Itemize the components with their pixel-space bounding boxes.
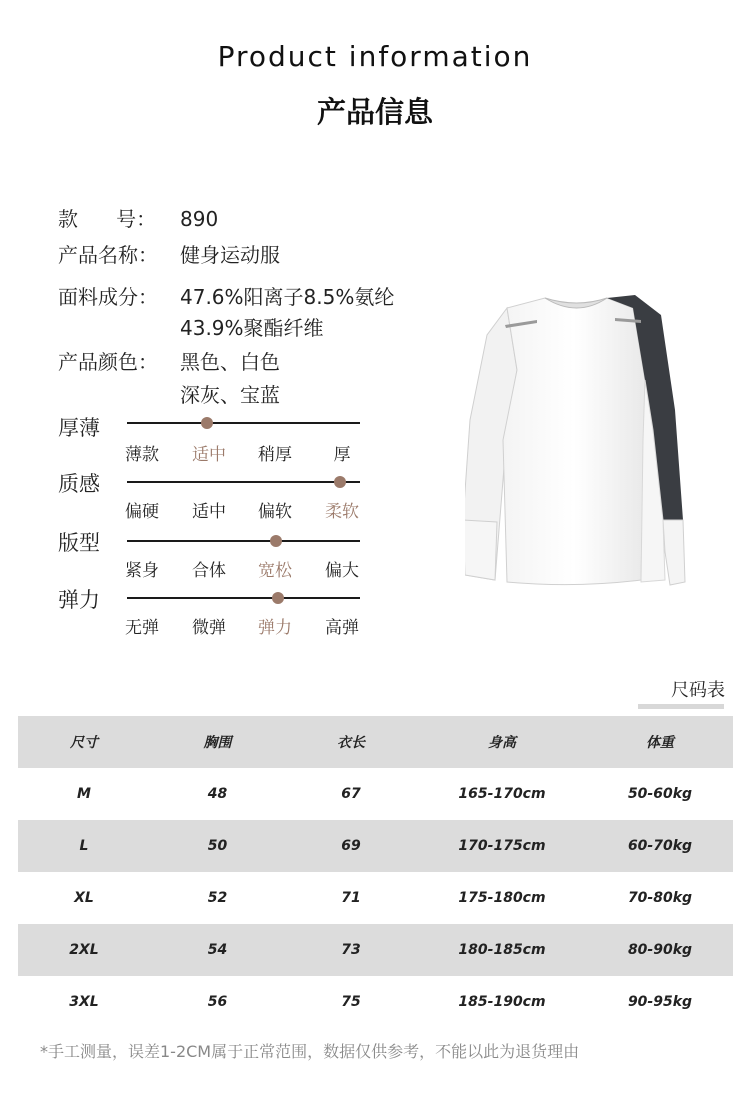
page-title-en: Product information xyxy=(217,40,533,73)
table-cell: 73 xyxy=(341,942,361,958)
fabric-value-2: 43.9%聚酯纤维 xyxy=(180,316,324,340)
scale-fit-option: 宽松 xyxy=(258,561,292,581)
page-title-cn: 产品信息 xyxy=(316,95,433,129)
table-cell: 54 xyxy=(207,942,228,958)
style-label: 款 号： xyxy=(58,207,157,231)
scale-texture-option: 适中 xyxy=(192,502,226,522)
table-cell: 165-170cm xyxy=(458,786,546,802)
table-row xyxy=(18,768,733,820)
table-cell: 180-185cm xyxy=(458,942,546,958)
scale-elasticity-title: 弹力 xyxy=(58,588,100,612)
scale-texture-marker xyxy=(334,476,346,488)
scale-fit-option: 合体 xyxy=(192,561,226,581)
color-value-1: 黑色、白色 xyxy=(180,350,280,374)
info-name-row xyxy=(58,239,280,268)
table-row xyxy=(18,820,733,872)
table-cell: 175-180cm xyxy=(458,890,546,906)
measurement-footnote: *手工测量，误差1-2CM属于正常范围，数据仅供参考，不能以此为退货理由 xyxy=(40,1042,580,1061)
scale-thickness-option: 薄款 xyxy=(125,445,159,465)
table-row xyxy=(18,976,733,1028)
table-row xyxy=(18,872,733,924)
table-header-cell: 胸围 xyxy=(203,735,232,751)
table-cell: 56 xyxy=(207,994,228,1010)
scale-texture-title: 质感 xyxy=(58,472,100,496)
info-color-row xyxy=(58,346,280,375)
table-cell: 71 xyxy=(341,890,361,906)
scale-fit-option: 偏大 xyxy=(325,561,359,581)
scale-fit-title: 版型 xyxy=(58,531,100,555)
scale-fit-line xyxy=(127,540,360,542)
scale-thickness-title: 厚薄 xyxy=(58,416,100,440)
product-shirt-image xyxy=(465,290,695,595)
table-cell: 170-175cm xyxy=(458,838,546,854)
scale-thickness-option: 厚 xyxy=(333,445,351,465)
color-value-2: 深灰、宝蓝 xyxy=(180,383,280,407)
size-chart-tag: 尺码表 xyxy=(671,680,725,701)
scale-thickness-option: 稍厚 xyxy=(258,445,292,465)
table-row xyxy=(18,924,733,976)
table-cell: 48 xyxy=(207,786,228,802)
table-cell: 2XL xyxy=(69,942,99,958)
fabric-label: 面料成分： xyxy=(58,285,158,309)
table-cell: 52 xyxy=(207,890,228,906)
table-header-cell: 身高 xyxy=(488,735,516,751)
scale-elasticity-option: 微弹 xyxy=(192,618,226,638)
color-label: 产品颜色： xyxy=(58,350,158,374)
table-cell: 75 xyxy=(341,994,361,1010)
style-value: 890 xyxy=(180,207,219,231)
scale-thickness-marker xyxy=(201,417,213,429)
table-cell: 50 xyxy=(207,838,228,854)
table-cell: 90-95kg xyxy=(627,994,693,1010)
table-cell: 185-190cm xyxy=(458,994,546,1010)
scale-elasticity-line xyxy=(127,597,360,599)
table-cell: 50-60kg xyxy=(627,786,693,802)
scale-texture-line xyxy=(127,481,360,483)
scale-elasticity-option: 无弹 xyxy=(125,618,159,638)
table-cell: L xyxy=(79,838,89,854)
table-cell: 69 xyxy=(341,838,361,854)
table-header-row xyxy=(18,716,733,768)
table-cell: 3XL xyxy=(69,994,99,1010)
name-label: 产品名称： xyxy=(58,243,158,267)
info-fabric-row xyxy=(58,281,394,310)
table-header-cell: 尺寸 xyxy=(70,735,98,751)
scale-texture-option: 柔软 xyxy=(325,502,359,522)
table-header-cell: 体重 xyxy=(646,735,674,751)
scale-texture-option: 偏软 xyxy=(258,502,292,522)
size-chart-tag-underline xyxy=(638,704,724,709)
info-style-row xyxy=(58,203,218,232)
table-cell: 60-70kg xyxy=(627,838,693,854)
name-value: 健身运动服 xyxy=(180,243,280,267)
scale-elasticity-option: 弹力 xyxy=(258,618,292,638)
scale-texture-option: 偏硬 xyxy=(125,502,159,522)
scale-thickness-line xyxy=(127,422,360,424)
table-header-cell: 衣长 xyxy=(337,735,365,751)
size-table xyxy=(18,716,733,1028)
table-cell: XL xyxy=(74,890,94,906)
table-cell: 70-80kg xyxy=(627,890,693,906)
table-cell: 80-90kg xyxy=(627,942,693,958)
scale-elasticity-marker xyxy=(272,592,284,604)
table-cell: M xyxy=(77,786,91,802)
fabric-value-1: 47.6%阳离子8.5%氨纶 xyxy=(180,285,395,309)
scale-elasticity-option: 高弹 xyxy=(325,618,359,638)
scale-fit-option: 紧身 xyxy=(125,561,159,581)
table-cell: 67 xyxy=(341,786,361,802)
scale-thickness-option: 适中 xyxy=(192,445,226,465)
scale-fit-marker xyxy=(270,535,282,547)
